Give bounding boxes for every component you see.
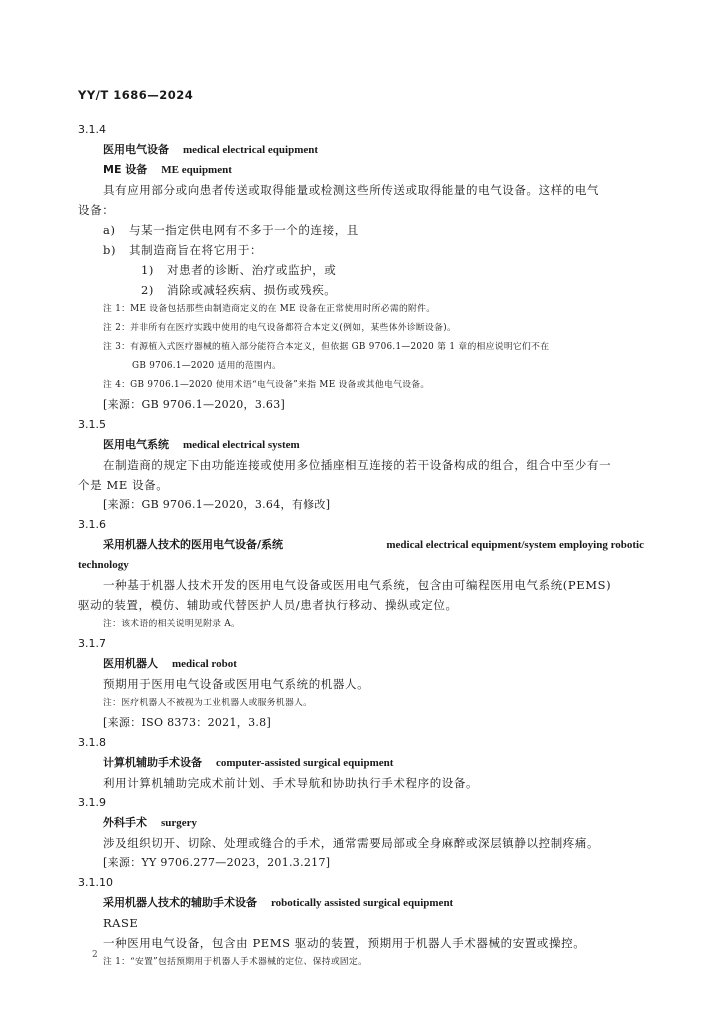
term-heading [78, 535, 644, 555]
list-text: 消除或减轻疾病、损伤或残疾。 [167, 283, 337, 297]
list-subitem-2 [78, 280, 644, 300]
note: 注：医疗机器人不被视为工业机器人或服务机器人。 [103, 698, 313, 708]
term-en: medical electrical equipment/system employing robotic [386, 539, 644, 551]
page-number: 2 [92, 950, 98, 960]
definition-text: 涉及组织切开、切除、处理或缝合的手术，通常需要局部或全身麻醉或深层镇静以控制疼痛。 [103, 836, 600, 850]
clause-number: 3.1.6 [78, 518, 106, 531]
term-zh: 采用机器人技术的辅助手术设备 [103, 896, 257, 909]
list-item-b [78, 240, 644, 260]
definition-text: 在制造商的规定下由功能连接或使用多位插座相互连接的若干设备构成的组合，组合中至少有一 [103, 458, 612, 472]
list-label: 1) [141, 263, 155, 277]
list-label: a) [103, 223, 116, 237]
term-alt-zh: ME 设备 [103, 163, 148, 176]
term-en: surgery [161, 817, 198, 829]
source-citation: [来源：GB 9706.1—2020，3.63] [103, 398, 286, 411]
term-zh: 计算机辅助手术设备 [103, 756, 202, 769]
list-subitem-1 [78, 260, 644, 280]
term-heading [78, 654, 644, 674]
note-3-cont: GB 9706.1—2020 适用的范围内。 [132, 361, 282, 371]
note-4: 注 4：GB 9706.1—2020 使用术语“电气设备”来指 ME 设备或其他电气设备。 [103, 380, 430, 390]
term-en: medical electrical equipment [183, 144, 319, 156]
term-alt-heading [78, 160, 644, 180]
term-zh: 医用电气系统 [103, 438, 169, 451]
term-heading [78, 813, 644, 833]
note-1: 注 1：ME 设备包括那些由制造商定义的在 ME 设备在正常使用时所必需的附件。 [103, 304, 436, 314]
definition-text: 一种基于机器人技术开发的医用电气设备或医用电气系统，包含由可编程医用电气系统(PEMS) [103, 578, 612, 592]
source-citation: [来源：YY 9706.277—2023，201.3.217] [103, 856, 331, 869]
definition-text: 预期用于医用电气设备或医用电气系统的机器人。 [103, 677, 370, 691]
source-citation: [来源：GB 9706.1—2020，3.64，有修改] [103, 498, 331, 511]
clause-number: 3.1.5 [78, 418, 106, 431]
clause-number: 3.1.9 [78, 796, 106, 809]
list-label: b) [103, 243, 117, 257]
term-en: medical electrical system [183, 439, 300, 451]
term-en: computer-assisted surgical equipment [216, 757, 394, 769]
list-label: 2) [141, 283, 155, 297]
note-1: 注 1：“安置”包括预期用于机器人手术器械的定位、保持或固定。 [103, 957, 368, 967]
definition-text: 利用计算机辅助完成术前计划、手术导航和协助执行手术程序的设备。 [103, 776, 479, 790]
note-2: 注 2：并非所有在医疗实践中使用的电气设备都符合本定义(例如，某些体外诊断设备)。 [103, 323, 457, 333]
term-alt-en: ME equipment [161, 164, 232, 176]
term-zh: 医用电气设备 [103, 143, 169, 156]
term-zh: 采用机器人技术的医用电气设备/系统 [103, 538, 284, 551]
term-heading [78, 140, 644, 160]
term-heading [78, 753, 644, 773]
definition-text-cont: 个是 ME 设备。 [78, 478, 169, 492]
term-heading [78, 435, 644, 455]
term-en: robotically assisted surgical equipment [271, 897, 454, 909]
term-zh: 外科手术 [103, 816, 147, 829]
list-text: 其制造商旨在将它用于： [129, 243, 263, 257]
term-zh: 医用机器人 [103, 657, 158, 670]
term-abbreviation: RASE [103, 916, 139, 930]
list-text: 与某一指定供电网有不多于一个的连接，且 [129, 223, 359, 237]
clause-number: 3.1.10 [78, 876, 113, 889]
definition-text: 具有应用部分或向患者传送或取得能量或检测这些所传送或取得能量的电气设备。这样的电气 [103, 183, 600, 197]
document-code-header: YY/T 1686—2024 [78, 88, 194, 102]
clause-number: 3.1.7 [78, 637, 106, 650]
term-en: medical robot [172, 658, 237, 670]
note-3: 注 3：有源植入式医疗器械的植入部分能符合本定义，但依据 GB 9706.1—2020 第 1 章的相应说明它们不在 [103, 342, 550, 352]
note: 注：该术语的相关说明见附录 A。 [103, 619, 241, 629]
definition-text-cont: 设备： [78, 203, 115, 217]
clause-number: 3.1.8 [78, 736, 106, 749]
list-item-a [78, 220, 644, 240]
document-body [78, 120, 644, 972]
clause-number: 3.1.4 [78, 123, 106, 136]
source-citation: [来源：ISO 8373：2021，3.8] [103, 716, 272, 729]
definition-text: 一种医用电气设备，包含由 PEMS 驱动的装置，预期用于机器人手术器械的安置或操控。 [103, 936, 586, 950]
term-en-cont: technology [78, 559, 129, 571]
list-text: 对患者的诊断、治疗或监护，或 [167, 263, 337, 277]
definition-text-cont: 驱动的装置，模仿、辅助或代替医护人员/患者执行移动、操纵或定位。 [78, 598, 458, 612]
term-heading [78, 893, 644, 913]
